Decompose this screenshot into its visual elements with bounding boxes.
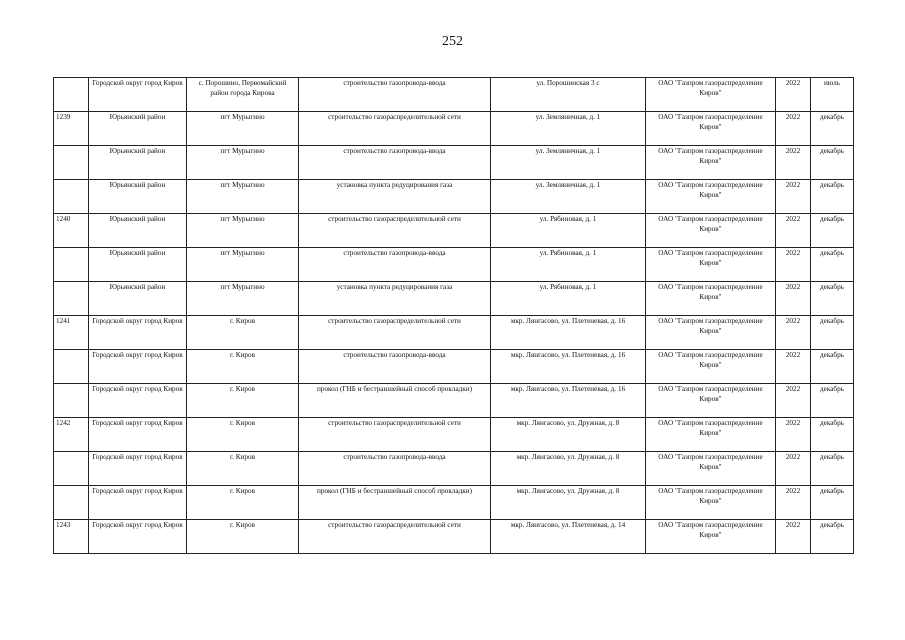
district-cell: Юрьянский район [89, 146, 187, 180]
month-cell: декабрь [811, 112, 854, 146]
year-cell: 2022 [776, 112, 811, 146]
table-row [54, 180, 854, 214]
organization-cell: ОАО "Газпром газораспределение Киров" [646, 486, 776, 520]
district-cell: Юрьянский район [89, 214, 187, 248]
month-cell: декабрь [811, 520, 854, 554]
row-number: 1241 [54, 316, 89, 350]
month-cell: июль [811, 78, 854, 112]
row-number [54, 146, 89, 180]
district-cell: Городской округ город Киров [89, 78, 187, 112]
month-cell: декабрь [811, 384, 854, 418]
month-cell: декабрь [811, 146, 854, 180]
address-cell: мкр. Лянгасово, ул. Плетеневая, д. 16 [491, 350, 646, 384]
month-cell: декабрь [811, 452, 854, 486]
work-type-cell: строительство газораспределительной сети [299, 112, 491, 146]
row-number: 1239 [54, 112, 89, 146]
month-cell: декабрь [811, 486, 854, 520]
settlement-cell: с. Порошино, Первомайский район города Кирова [187, 78, 299, 112]
year-cell: 2022 [776, 384, 811, 418]
organization-cell: ОАО "Газпром газораспределение Киров" [646, 248, 776, 282]
work-type-cell: строительство газопровода-ввода [299, 248, 491, 282]
row-number [54, 452, 89, 486]
address-cell: ул. Земляничная, д. 1 [491, 180, 646, 214]
district-cell: Юрьянский район [89, 112, 187, 146]
address-cell: мкр. Лянгасово, ул. Плетеневая, д. 16 [491, 384, 646, 418]
district-cell: Городской округ город Киров [89, 384, 187, 418]
row-number [54, 384, 89, 418]
year-cell: 2022 [776, 180, 811, 214]
table-row [54, 112, 854, 146]
organization-cell: ОАО "Газпром газораспределение Киров" [646, 350, 776, 384]
table-row [54, 248, 854, 282]
table-row [54, 350, 854, 384]
organization-cell: ОАО "Газпром газораспределение Киров" [646, 214, 776, 248]
year-cell: 2022 [776, 146, 811, 180]
year-cell: 2022 [776, 350, 811, 384]
district-cell: Городской округ город Киров [89, 316, 187, 350]
settlement-cell: г. Киров [187, 384, 299, 418]
work-type-cell: строительство газораспределительной сети [299, 214, 491, 248]
year-cell: 2022 [776, 78, 811, 112]
month-cell: декабрь [811, 248, 854, 282]
settlement-cell: пгт Мурыгино [187, 214, 299, 248]
work-type-cell: установка пункта редуцирования газа [299, 282, 491, 316]
address-cell: ул. Земляничная, д. 1 [491, 146, 646, 180]
row-number: 1243 [54, 520, 89, 554]
table-row [54, 146, 854, 180]
address-cell: мкр. Лянгасово, ул. Плетеневая, д. 16 [491, 316, 646, 350]
settlement-cell: г. Киров [187, 350, 299, 384]
organization-cell: ОАО "Газпром газораспределение Киров" [646, 180, 776, 214]
district-cell: Юрьянский район [89, 282, 187, 316]
district-cell: Юрьянский район [89, 180, 187, 214]
district-cell: Юрьянский район [89, 248, 187, 282]
settlement-cell: пгт Мурыгино [187, 112, 299, 146]
page-number: 252 [442, 34, 463, 49]
work-type-cell: строительство газопровода-ввода [299, 452, 491, 486]
year-cell: 2022 [776, 282, 811, 316]
organization-cell: ОАО "Газпром газораспределение Киров" [646, 418, 776, 452]
year-cell: 2022 [776, 452, 811, 486]
work-type-cell: строительство газораспределительной сети [299, 520, 491, 554]
year-cell: 2022 [776, 248, 811, 282]
table-row [54, 316, 854, 350]
organization-cell: ОАО "Газпром газораспределение Киров" [646, 384, 776, 418]
table-row [54, 452, 854, 486]
settlement-cell: пгт Мурыгино [187, 180, 299, 214]
organization-cell: ОАО "Газпром газораспределение Киров" [646, 316, 776, 350]
address-cell: мкр. Лянгасово, ул. Дружная, д. 8 [491, 418, 646, 452]
work-type-cell: строительство газопровода-ввода [299, 350, 491, 384]
table-row [54, 520, 854, 554]
work-type-cell: строительство газораспределительной сети [299, 418, 491, 452]
table-row [54, 282, 854, 316]
year-cell: 2022 [776, 486, 811, 520]
row-number [54, 78, 89, 112]
work-type-cell: строительство газораспределительной сети [299, 316, 491, 350]
gas-construction-table [53, 77, 854, 554]
district-cell: Городской округ город Киров [89, 350, 187, 384]
row-number [54, 282, 89, 316]
table-row [54, 486, 854, 520]
address-cell: мкр. Лянгасово, ул. Плетеневая, д. 14 [491, 520, 646, 554]
row-number [54, 350, 89, 384]
settlement-cell: г. Киров [187, 316, 299, 350]
organization-cell: ОАО "Газпром газораспределение Киров" [646, 78, 776, 112]
organization-cell: ОАО "Газпром газораспределение Киров" [646, 112, 776, 146]
work-type-cell: строительство газопровода-ввода [299, 78, 491, 112]
table-row [54, 418, 854, 452]
district-cell: Городской округ город Киров [89, 418, 187, 452]
settlement-cell: г. Киров [187, 520, 299, 554]
address-cell: ул. Порошинская 3 с [491, 78, 646, 112]
organization-cell: ОАО "Газпром газораспределение Киров" [646, 452, 776, 486]
address-cell: мкр. Лянгасово, ул. Дружная, д. 8 [491, 452, 646, 486]
month-cell: декабрь [811, 214, 854, 248]
address-cell: ул. Рябиновая, д. 1 [491, 282, 646, 316]
settlement-cell: пгт Мурыгино [187, 282, 299, 316]
organization-cell: ОАО "Газпром газораспределение Киров" [646, 520, 776, 554]
month-cell: декабрь [811, 418, 854, 452]
settlement-cell: г. Киров [187, 486, 299, 520]
organization-cell: ОАО "Газпром газораспределение Киров" [646, 282, 776, 316]
row-number: 1242 [54, 418, 89, 452]
address-cell: ул. Земляничная, д. 1 [491, 112, 646, 146]
month-cell: декабрь [811, 282, 854, 316]
settlement-cell: г. Киров [187, 418, 299, 452]
address-cell: ул. Рябиновая, д. 1 [491, 214, 646, 248]
row-number: 1240 [54, 214, 89, 248]
district-cell: Городской округ город Киров [89, 520, 187, 554]
year-cell: 2022 [776, 316, 811, 350]
work-type-cell: прокол (ГНБ и бестраншейный способ прокладки) [299, 384, 491, 418]
table-row [54, 78, 854, 112]
table-row [54, 214, 854, 248]
month-cell: декабрь [811, 180, 854, 214]
settlement-cell: пгт Мурыгино [187, 248, 299, 282]
settlement-cell: пгт Мурыгино [187, 146, 299, 180]
district-cell: Городской округ город Киров [89, 486, 187, 520]
work-type-cell: установка пункта редуцирования газа [299, 180, 491, 214]
year-cell: 2022 [776, 520, 811, 554]
work-type-cell: прокол (ГНБ и бестраншейный способ прокладки) [299, 486, 491, 520]
row-number [54, 180, 89, 214]
year-cell: 2022 [776, 418, 811, 452]
year-cell: 2022 [776, 214, 811, 248]
month-cell: декабрь [811, 350, 854, 384]
row-number [54, 248, 89, 282]
table-row [54, 384, 854, 418]
organization-cell: ОАО "Газпром газораспределение Киров" [646, 146, 776, 180]
month-cell: декабрь [811, 316, 854, 350]
work-type-cell: строительство газопровода-ввода [299, 146, 491, 180]
row-number [54, 486, 89, 520]
address-cell: мкр. Лянгасово, ул. Дружная, д. 8 [491, 486, 646, 520]
settlement-cell: г. Киров [187, 452, 299, 486]
address-cell: ул. Рябиновая, д. 1 [491, 248, 646, 282]
district-cell: Городской округ город Киров [89, 452, 187, 486]
